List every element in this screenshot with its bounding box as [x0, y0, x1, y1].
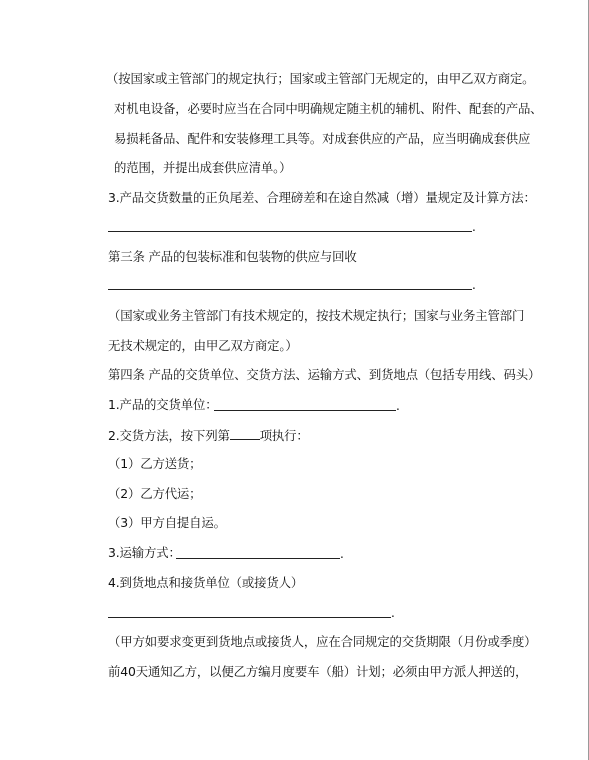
text-line: （甲方如要求变更到货地点或接货人，应在合同规定的交货期限（月份或季度） — [108, 634, 537, 649]
period-mark: . — [340, 547, 344, 561]
text-line: （国家或业务主管部门有技术规定的，按技术规定执行；国家与业务主管部门 — [108, 308, 525, 323]
blank-line — [108, 289, 472, 290]
text-line: 无技术规定的，由甲乙双方商定。） — [108, 338, 298, 353]
list-item: （3）甲方自提自运。 — [108, 515, 226, 530]
form-field-label: 4.到货地点和接货单位（或接货人） — [108, 575, 304, 590]
fill-in-blank — [214, 410, 396, 411]
text-line: （按国家或主管部门的规定执行；国家或主管部门无规定的，由甲乙双方商定。 — [106, 71, 535, 86]
list-item: （2）乙方代运； — [108, 486, 202, 501]
fill-in-blank — [230, 427, 260, 440]
blank-line — [108, 231, 472, 232]
section-heading: 第四条 产品的交货单位、交货方法、运输方式、到货地点（包括专用线、码头） — [108, 367, 541, 382]
text-line: 对机电设备，必要时应当在合同中明确规定随主机的辅机、附件、配套的产品、 — [114, 101, 543, 116]
text-line: 3.产品交货数量的正负尾差、合理磅差和在途自然减（增）量规定及计算方法： — [108, 190, 536, 205]
period-mark: . — [472, 278, 476, 292]
period-mark: . — [472, 220, 476, 234]
period-mark: . — [391, 606, 395, 620]
text-line: 前40天通知乙方，以便乙方编月度要车（船）计划；必须由甲方派人押送的， — [108, 664, 528, 679]
fill-in-blank — [176, 558, 340, 559]
blank-line — [108, 617, 391, 618]
text-line: 的范围，并提出成套供应清单。） — [114, 160, 292, 175]
list-item: （1）乙方送货； — [108, 456, 202, 471]
period-mark: . — [396, 399, 400, 413]
text-line — [108, 427, 309, 444]
form-field-label: 2.交货方法，按下列第 — [108, 428, 230, 443]
form-field-label: 1.产品的交货单位： — [108, 397, 218, 412]
text-fragment: 项执行： — [259, 428, 309, 443]
section-heading: 第三条 产品的包装标准和包装物的供应与回收 — [108, 249, 357, 264]
form-field-label: 3.运输方式： — [108, 545, 181, 560]
text-line: 易损耗备品、配件和安装修理工具等。对成套供应的产品，应当明确成套供应 — [114, 131, 531, 146]
